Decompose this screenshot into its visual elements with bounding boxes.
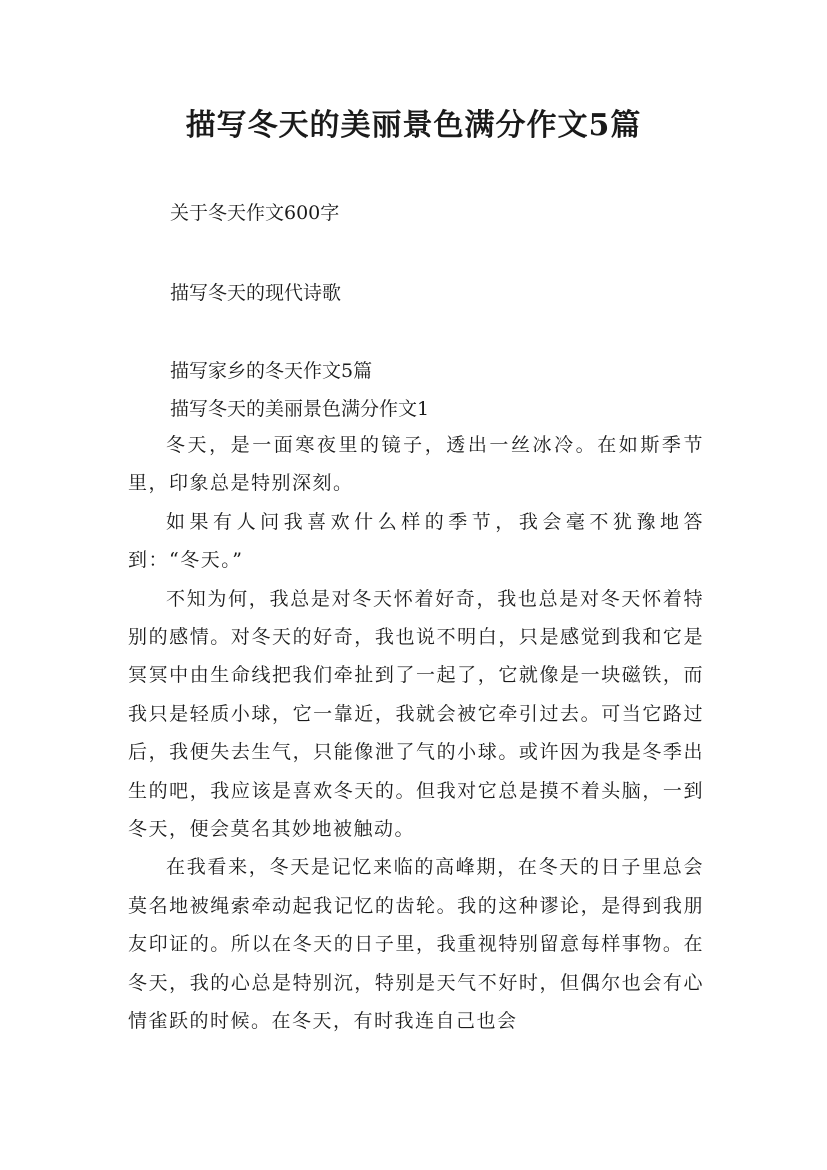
- related-link-2[interactable]: 描写冬天的现代诗歌: [170, 282, 342, 304]
- paragraph: 在我看来，冬天是记忆来临的高峰期，在冬天的日子里总会莫名地被绳索牵动起我记忆的齿轮。我的这种谬论，是得到我朋友印证的。所以在冬天的日子里，我重视特别留意每样事物。在冬天，我的心总是特别沉，特别是天气不好时，但偶尔也会有心情雀跃的时候。在冬天，有时我连自己也会: [128, 856, 704, 1033]
- section-heading: 描写冬天的美丽景色满分作文1: [170, 398, 430, 420]
- related-link-3[interactable]: 描写家乡的冬天作文5篇: [170, 360, 373, 382]
- related-link-1[interactable]: 关于冬天作文600字: [170, 202, 340, 224]
- article-body: [128, 426, 704, 1041]
- document-title: 描写冬天的美丽景色满分作文5篇: [185, 108, 642, 143]
- paragraph: 不知为何，我总是对冬天怀着好奇，我也总是对冬天怀着特别的感情。对冬天的好奇，我也说不明白，只是感觉到我和它是冥冥中由生命线把我们牵扯到了一起了，它就像是一块磁铁，而我只是轻质小球，它一靠近，我就会被它牵引过去。可当它路过后，我便失去生气，只能像泄了气的小球。或许因为我是冬季出生的吧，我应该是喜欢冬天的。但我对它总是摸不着头脑，一到冬天，便会莫名其妙地被触动。: [128, 587, 704, 841]
- paragraph: 如果有人问我喜欢什么样的季节，我会毫不犹豫地答到：“冬天。”: [128, 510, 704, 572]
- paragraph: 冬天，是一面寒夜里的镜子，透出一丝冰冷。在如斯季节里，印象总是特别深刻。: [128, 434, 704, 495]
